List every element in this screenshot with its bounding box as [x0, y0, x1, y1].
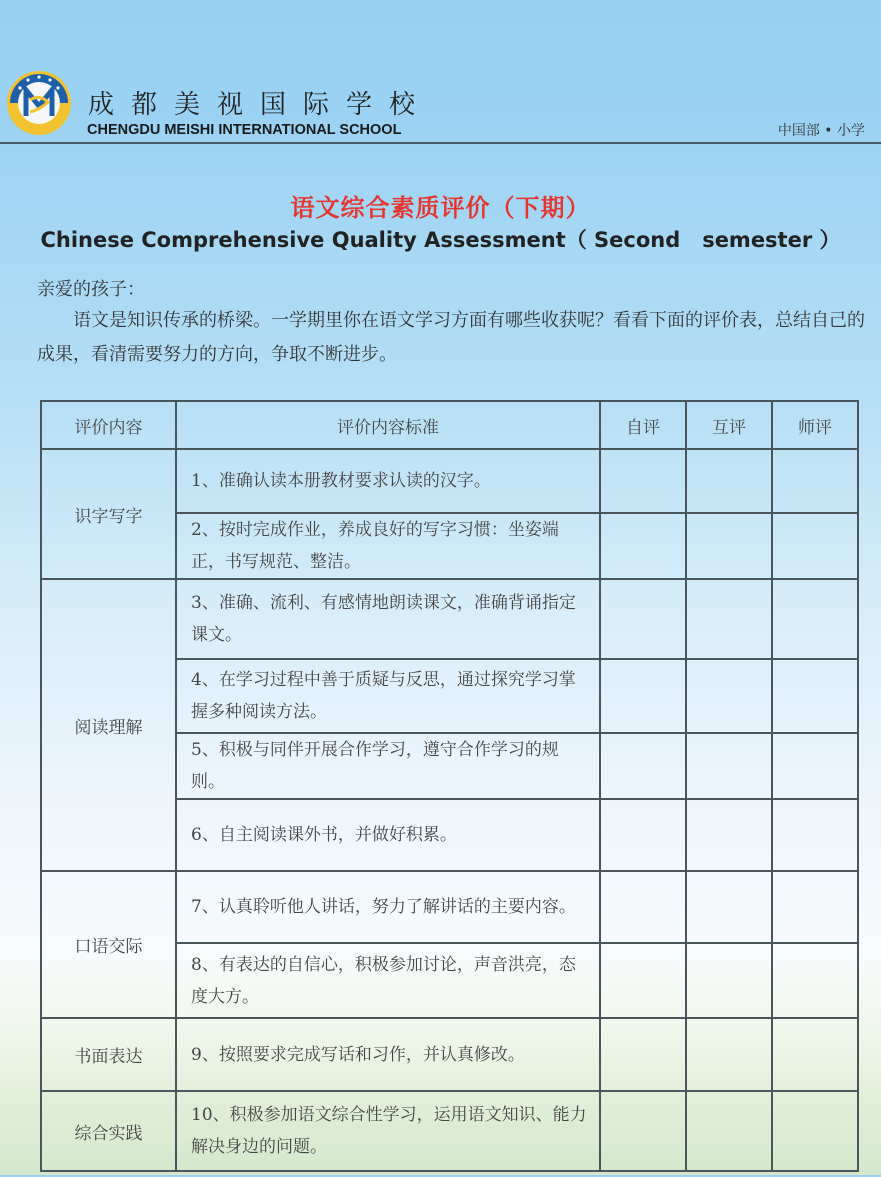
table-row — [41, 449, 858, 513]
teacher-eval-cell[interactable] — [772, 943, 858, 1018]
peer-eval-cell[interactable] — [686, 1018, 772, 1091]
table-header-row — [41, 401, 858, 449]
criteria-cell: 1、准确认读本册教材要求认读的汉字。 — [176, 449, 600, 513]
assessment-table — [40, 400, 859, 1172]
peer-eval-cell[interactable] — [686, 579, 772, 659]
category-cell: 书面表达 — [41, 1018, 176, 1091]
school-crest-logo-icon — [6, 70, 72, 136]
self-eval-cell[interactable] — [600, 799, 686, 871]
category-cell: 识字写字 — [41, 449, 176, 579]
criteria-cell: 4、在学习过程中善于质疑与反思，通过探究学习掌握多种阅读方法。 — [176, 659, 600, 733]
self-eval-cell[interactable] — [600, 871, 686, 943]
peer-eval-cell[interactable] — [686, 659, 772, 733]
salutation: 亲爱的孩子： — [37, 279, 145, 300]
school-header — [0, 60, 881, 144]
teacher-eval-cell[interactable] — [772, 733, 858, 799]
table-row — [41, 1091, 858, 1171]
table-row — [41, 1018, 858, 1091]
criteria-cell: 2、按时完成作业，养成良好的写字习惯：坐姿端正，书写规范、整洁。 — [176, 513, 600, 579]
intro-paragraph: 语文是知识传承的桥梁。一学期里你在语文学习方面有哪些收获呢？看看下面的评价表，总结自己的成果，看清需要努力的方向，争取不断进步。 — [37, 310, 865, 365]
peer-eval-cell[interactable] — [686, 449, 772, 513]
header-teacher-eval: 师评 — [772, 401, 858, 449]
teacher-eval-cell[interactable] — [772, 799, 858, 871]
teacher-eval-cell[interactable] — [772, 449, 858, 513]
criteria-cell: 6、自主阅读课外书，并做好积累。 — [176, 799, 600, 871]
school-name-cn: 成都美视国际学校 — [88, 90, 433, 120]
self-eval-cell[interactable] — [600, 1018, 686, 1091]
header-self-eval: 自评 — [600, 401, 686, 449]
header-peer-eval: 互评 — [686, 401, 772, 449]
self-eval-cell[interactable] — [600, 943, 686, 1018]
teacher-eval-cell[interactable] — [772, 659, 858, 733]
teacher-eval-cell[interactable] — [772, 579, 858, 659]
peer-eval-cell[interactable] — [686, 1091, 772, 1171]
self-eval-cell[interactable] — [600, 449, 686, 513]
criteria-cell: 8、有表达的自信心，积极参加讨论，声音洪亮，态度大方。 — [176, 943, 600, 1018]
table-row — [41, 579, 858, 659]
header-category: 评价内容 — [41, 401, 176, 449]
table-row — [41, 871, 858, 943]
self-eval-cell[interactable] — [600, 513, 686, 579]
self-eval-cell[interactable] — [600, 733, 686, 799]
self-eval-cell[interactable] — [600, 579, 686, 659]
peer-eval-cell[interactable] — [686, 943, 772, 1018]
peer-eval-cell[interactable] — [686, 513, 772, 579]
teacher-eval-cell[interactable] — [772, 1018, 858, 1091]
category-cell: 阅读理解 — [41, 579, 176, 871]
criteria-cell: 5、积极与同伴开展合作学习，遵守合作学习的规则。 — [176, 733, 600, 799]
teacher-eval-cell[interactable] — [772, 513, 858, 579]
header-criteria: 评价内容标准 — [176, 401, 600, 449]
header-divider — [0, 142, 881, 144]
page-title-en: Chinese Comprehensive Quality Assessment（ Second semester ） — [40, 228, 841, 252]
teacher-eval-cell[interactable] — [772, 1091, 858, 1171]
criteria-cell: 9、按照要求完成写话和习作，并认真修改。 — [176, 1018, 600, 1091]
peer-eval-cell[interactable] — [686, 871, 772, 943]
self-eval-cell[interactable] — [600, 659, 686, 733]
criteria-cell: 3、准确、流利、有感情地朗读课文，准确背诵指定课文。 — [176, 579, 600, 659]
teacher-eval-cell[interactable] — [772, 871, 858, 943]
peer-eval-cell[interactable] — [686, 799, 772, 871]
department-label: 中国部 • 小学 — [777, 123, 865, 139]
school-name-en: CHENGDU MEISHI INTERNATIONAL SCHOOL — [87, 122, 402, 138]
next-table-top-edge — [40, 1170, 852, 1177]
category-cell: 口语交际 — [41, 871, 176, 1018]
criteria-cell: 10、积极参加语文综合性学习，运用语文知识、能力解决身边的问题。 — [176, 1091, 600, 1171]
category-cell: 综合实践 — [41, 1091, 176, 1171]
criteria-cell: 7、认真聆听他人讲话，努力了解讲话的主要内容。 — [176, 871, 600, 943]
peer-eval-cell[interactable] — [686, 733, 772, 799]
page-title-cn: 语文综合素质评价（下期） — [290, 194, 591, 222]
self-eval-cell[interactable] — [600, 1091, 686, 1171]
